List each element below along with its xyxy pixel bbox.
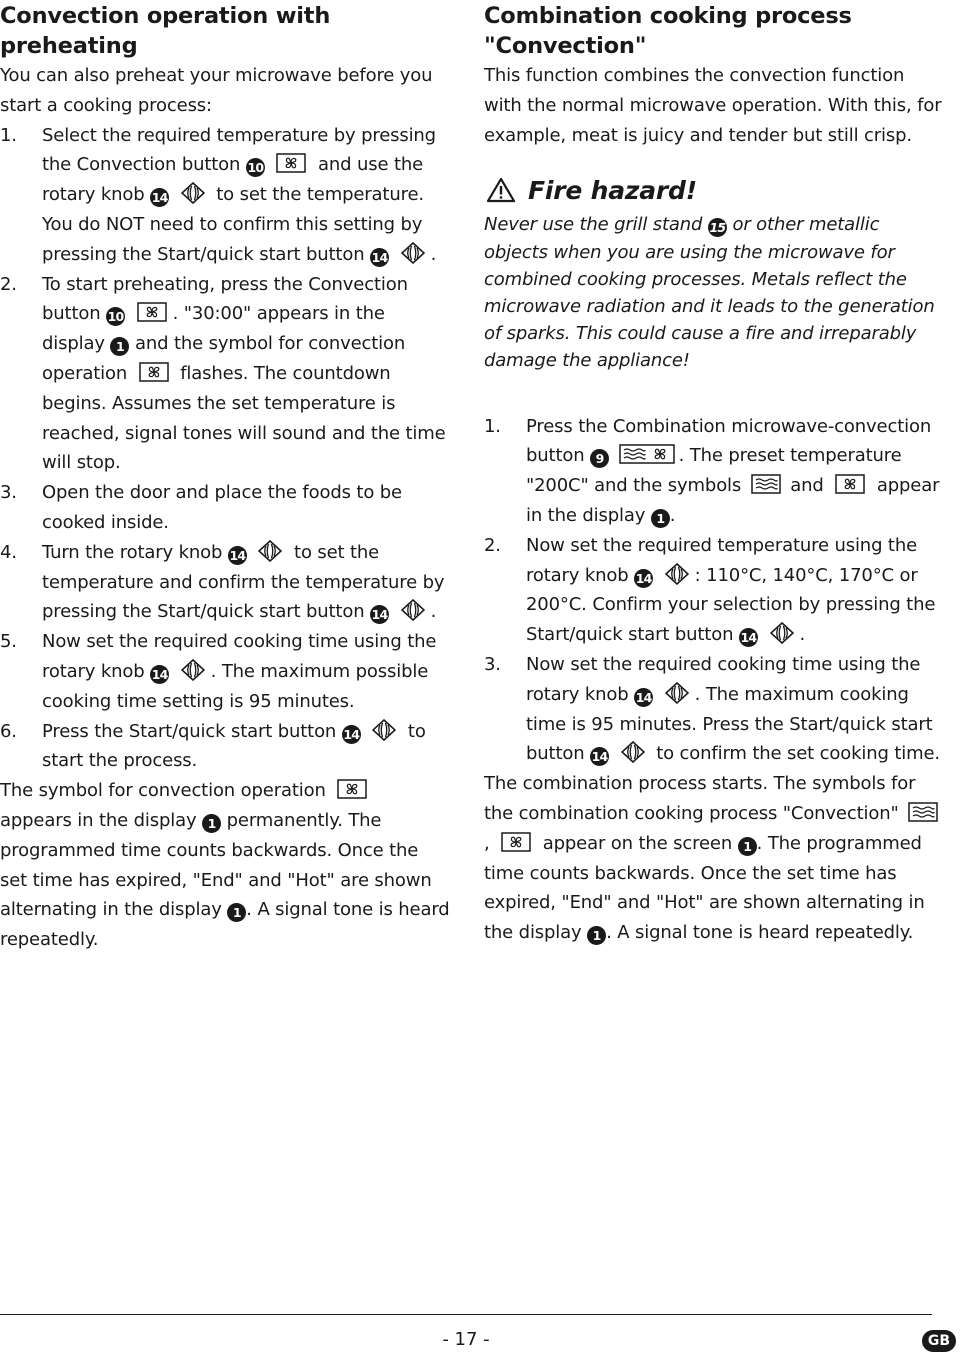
outro-paragraph: The symbol for convection operation appears in the display 1 permanently. The programmed time counts backwards. Once the set time has expired, "End" and "Hot" are shown alternating in the display 1 . A signal tone is heard repeatedly. xyxy=(0,780,450,951)
rotary-knob-icon xyxy=(401,599,425,621)
ref-badge-display: 1 xyxy=(651,509,670,528)
convection-fan-icon xyxy=(139,362,169,382)
ref-badge-display: 1 xyxy=(202,814,221,833)
rotary-knob-icon xyxy=(258,540,282,562)
ref-badge-combination-button: 9 xyxy=(590,449,609,468)
ref-badge-start-button: 14 xyxy=(591,749,608,765)
outro-paragraph: The combination process starts. The symbols for the combination cooking process "Convection" , appear on the screen 1 . The programmed time counts backwards. Once the set time has expired, "End" and "Hot" are shown alternating in the display 1 . A signal tone is heard repeatedly. xyxy=(484,769,944,948)
footer-rule xyxy=(0,1314,932,1315)
ref-badge-grill-stand: 15 xyxy=(709,220,726,236)
rotary-knob-icon xyxy=(770,622,794,644)
convection-fan-icon xyxy=(337,779,367,799)
grill-wave-icon xyxy=(908,802,938,822)
warning-triangle-icon xyxy=(486,177,516,203)
ref-badge-start-button: 14 xyxy=(343,726,360,742)
ref-badge-rotary-knob: 14 xyxy=(151,190,168,206)
ref-badge-rotary-knob: 14 xyxy=(635,570,652,586)
rotary-knob-icon xyxy=(181,182,205,204)
combination-grill-fan-icon xyxy=(619,444,675,464)
step-1: 1. Select the required temperature by pressing the Convection button 10 and use the rotary knob 14 to set the temperature. You do NOT need to confirm this setting by pressing the Start/quick start button 14 . xyxy=(0,124,437,265)
warning-heading xyxy=(484,173,944,207)
rotary-knob-icon xyxy=(665,682,689,704)
combination-steps xyxy=(484,412,944,770)
convection-fan-icon xyxy=(276,153,306,173)
ref-badge-rotary-knob: 14 xyxy=(151,666,168,682)
ref-badge-convection-button: 10 xyxy=(107,309,124,325)
language-badge: GB xyxy=(922,1330,956,1352)
ref-badge-rotary-knob: 14 xyxy=(229,547,246,563)
right-column xyxy=(484,0,944,948)
ref-badge-start-button: 14 xyxy=(371,607,388,623)
ref-badge-display: 1 xyxy=(587,926,606,945)
rotary-knob-icon xyxy=(181,659,205,681)
ref-badge-convection-button: 10 xyxy=(247,160,264,176)
step-2: 2. Now set the required temperature using the rotary knob 14 : 110°C, 140°C, 170°C or 200°C. Confirm your selection by pressing the Start/quick start button 14 . xyxy=(484,534,936,646)
step-1: 1. Press the Combination microwave-convection button 9 . The preset temperature "200C" and the symbols and appear in the display 1 . xyxy=(484,415,940,526)
warning-text: Never use the grill stand 15 or other metallic objects when you are using the microwave for combined cooking processes. Metals reflect the microwave radiation and it leads to the generation of sparks. This could cause a fire and irreparably damage the appliance! xyxy=(484,214,935,372)
step-6: 6. Press the Start/quick start button 14 to start the process. xyxy=(0,720,426,772)
preheating-steps xyxy=(0,121,450,777)
step-5: 5. Now set the required cooking time using the rotary knob 14 . The maximum possible cooking time setting is 95 minutes. xyxy=(0,631,437,712)
step-4: 4. Turn the rotary knob 14 to set the temperature and confirm the temperature by pressing the Start/quick start button 14 . xyxy=(0,541,445,623)
left-column xyxy=(0,0,450,955)
ref-badge-display: 1 xyxy=(110,337,129,356)
grill-wave-icon xyxy=(751,474,781,494)
convection-fan-icon xyxy=(835,474,865,494)
convection-fan-icon xyxy=(137,302,167,322)
warning-title: Fire hazard! xyxy=(528,175,697,205)
step-3: 3. Open the door and place the foods to be cooked inside. xyxy=(0,482,402,533)
ref-badge-start-button: 14 xyxy=(371,249,388,265)
ref-badge-rotary-knob: 14 xyxy=(635,689,652,705)
step-3: 3. Now set the required cooking time using the rotary knob 14 . The maximum cooking time is 95 minutes. Press the Start/quick start button 14 to confirm the set cooking time. xyxy=(484,653,940,765)
rotary-knob-icon xyxy=(665,563,689,585)
rotary-knob-icon xyxy=(401,242,425,264)
rotary-knob-icon xyxy=(372,719,396,741)
intro-paragraph: You can also preheat your microwave before you start a cooking process: xyxy=(0,65,433,116)
section-title-combination-convection: Combination cooking process "Convection" xyxy=(484,3,852,59)
intro-paragraph: This function combines the convection function with the normal microwave operation. With this, for example, meat is juicy and tender but still crisp. xyxy=(484,65,942,146)
rotary-knob-icon xyxy=(621,741,645,763)
section-title-convection-preheating: Convection operation with preheating xyxy=(0,3,331,59)
ref-badge-display: 1 xyxy=(738,837,757,856)
ref-badge-start-button: 14 xyxy=(740,630,757,646)
ref-badge-display: 1 xyxy=(227,903,246,922)
step-2: 2. To start preheating, press the Convection button 10 . "30:00" appears in the display 1 and the symbol for convection operation flashes. The countdown begins. Assumes the set temperature is reached, signal tones will sound and the time will stop. xyxy=(0,273,446,474)
convection-fan-icon xyxy=(501,832,531,852)
page-number: - 17 - xyxy=(442,1329,490,1350)
